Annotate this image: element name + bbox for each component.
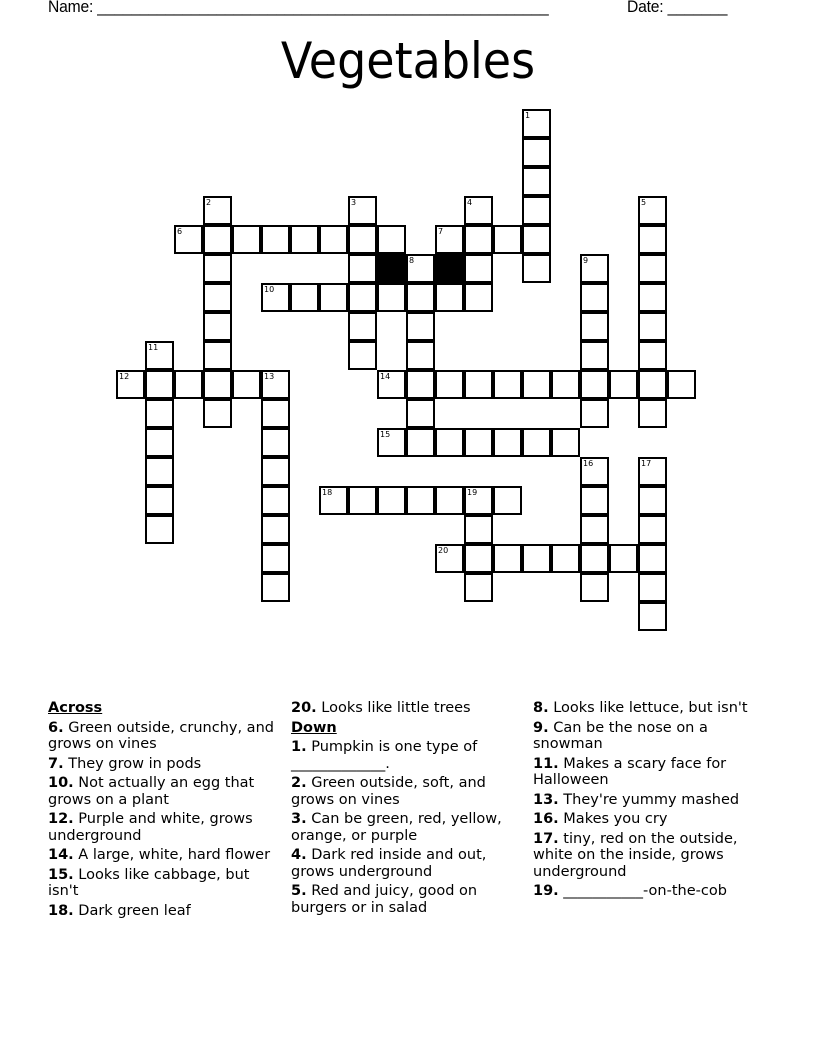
cell-number: 1 [525,111,531,120]
grid-cell[interactable] [638,196,667,225]
grid-cell[interactable] [580,254,609,283]
grid-cell[interactable] [174,370,203,399]
grid-cell[interactable] [203,312,232,341]
clue-text: Can be green, red, yellow, orange, or purple [291,811,502,844]
clue-text: They grow in pods [68,755,202,772]
clue-across-14 [48,847,283,864]
grid-cell[interactable] [638,573,667,602]
grid-cell[interactable] [522,254,551,283]
grid-cell[interactable] [464,486,493,515]
clue-text: Red and juicy, good on burgers or in salad [291,883,478,916]
grid-cell[interactable] [377,283,406,312]
cell-number: 20 [438,546,449,555]
clue-text: Pumpkin is one type of _____________. [291,739,478,772]
grid-cell[interactable] [638,254,667,283]
grid-cell[interactable] [145,428,174,457]
cell-number: 13 [264,372,275,381]
grid-cell[interactable] [290,225,319,254]
grid-cell[interactable] [638,486,667,515]
grid-cell[interactable] [580,312,609,341]
grid-cell[interactable] [435,370,464,399]
clue-number: 14. [48,847,74,863]
grid-cell[interactable] [522,109,551,138]
grid-cell[interactable] [348,196,377,225]
grid-cell[interactable] [377,370,406,399]
grid-cell[interactable] [464,573,493,602]
clue-down-3 [291,811,526,844]
clue-column-2 [291,700,526,919]
grid-cell[interactable] [522,167,551,196]
cell-number: 3 [351,198,357,207]
grid-cell[interactable] [116,370,145,399]
clue-number: 6. [48,719,64,736]
down-heading: Down [291,719,337,736]
grid-cell[interactable] [638,312,667,341]
clue-across-10 [48,775,283,808]
grid-cell[interactable] [464,196,493,225]
grid-cell[interactable] [319,225,348,254]
across-heading: Across [48,700,103,716]
grid-cell[interactable] [580,283,609,312]
clue-number: 8. [533,700,549,716]
grid-cell[interactable] [522,196,551,225]
grid-cell[interactable] [580,486,609,515]
clue-text: Makes a scary face for Halloween [533,755,727,788]
clue-across-6 [48,720,283,753]
grid-cell[interactable] [348,341,377,370]
cell-number: 18 [322,488,333,497]
cell-number: 14 [380,372,391,381]
grid-cell[interactable] [377,428,406,457]
grid-cell[interactable] [667,370,696,399]
grid-cell[interactable] [145,515,174,544]
cell-number: 17 [641,459,652,468]
page-title: Vegetables [280,32,536,90]
cell-number: 12 [119,372,130,381]
grid-cell[interactable] [348,283,377,312]
grid-cell[interactable] [232,225,261,254]
grid-cell[interactable] [580,341,609,370]
grid-cell[interactable] [261,486,290,515]
clue-text: A large, white, hard flower [78,847,271,863]
clue-text: Not actually an egg that grows on a plant [48,775,255,808]
clue-text: Can be the nose on a snowman [533,719,708,752]
cell-number: 4 [467,198,473,207]
grid-cell[interactable] [406,486,435,515]
clue-number: 9. [533,719,549,736]
clue-number: 5. [291,883,307,899]
clue-number: 15. [48,866,74,883]
grid-cell[interactable] [406,341,435,370]
grid-cell[interactable] [493,544,522,573]
grid-cell[interactable] [261,515,290,544]
cell-number: 10 [264,285,275,294]
grid-cell[interactable] [261,457,290,486]
grid-cell[interactable] [464,370,493,399]
grid-cell[interactable] [435,225,464,254]
grid-cell[interactable] [522,370,551,399]
grid-cell[interactable] [348,254,377,283]
clue-number: 4. [291,847,307,863]
grid-cell[interactable] [464,428,493,457]
cell-number: 11 [148,343,159,352]
black-cell [435,254,464,283]
clue-text: Dark green leaf [78,902,191,919]
grid-cell[interactable] [145,399,174,428]
grid-cell[interactable] [522,428,551,457]
cell-number: 9 [583,256,589,265]
grid-cell[interactable] [522,225,551,254]
grid-cell[interactable] [348,486,377,515]
grid-cell[interactable] [580,457,609,486]
grid-cell[interactable] [377,225,406,254]
grid-cell[interactable] [261,399,290,428]
clue-number: 3. [291,811,307,827]
clue-down-1 [291,739,526,772]
cell-number: 6 [177,227,183,236]
grid-cell[interactable] [406,254,435,283]
clue-number: 17. [533,830,559,847]
clue-down-19 [533,883,768,900]
grid-cell[interactable] [145,457,174,486]
grid-cell[interactable] [493,428,522,457]
grid-cell[interactable] [203,254,232,283]
clue-number: 20. [291,700,317,716]
clue-text: Green outside, soft, and grows on vines [291,775,486,808]
grid-cell[interactable] [638,399,667,428]
cell-number: 19 [467,488,478,497]
grid-cell[interactable] [464,544,493,573]
grid-cell[interactable] [551,544,580,573]
clue-text: Looks like little trees [321,700,471,716]
grid-cell[interactable] [638,341,667,370]
clue-down-8 [533,700,768,717]
grid-cell[interactable] [203,370,232,399]
cell-number: 7 [438,227,444,236]
clue-text: Green outside, crunchy, and grows on vines [48,719,274,752]
clue-column-1 [48,700,283,922]
clue-text: They're yummy mashed [563,791,740,808]
grid-cell[interactable] [493,486,522,515]
black-cell [377,254,406,283]
clue-number: 10. [48,775,74,791]
grid-cell[interactable] [203,196,232,225]
cell-number: 8 [409,256,415,265]
grid-cell[interactable] [638,370,667,399]
clue-text: Purple and white, grows underground [48,811,253,844]
grid-cell[interactable] [232,370,261,399]
grid-cell[interactable] [522,544,551,573]
grid-cell[interactable] [319,486,348,515]
grid-cell[interactable] [609,370,638,399]
grid-cell[interactable] [435,486,464,515]
cell-number: 2 [206,198,212,207]
grid-cell[interactable] [464,283,493,312]
grid-cell[interactable] [406,428,435,457]
grid-cell[interactable] [464,515,493,544]
grid-cell[interactable] [145,341,174,370]
grid-cell[interactable] [638,283,667,312]
grid-cell[interactable] [493,225,522,254]
grid-cell[interactable] [406,283,435,312]
grid-cell[interactable] [435,544,464,573]
clue-down-4 [291,847,526,880]
clue-number: 7. [48,755,64,772]
clue-number: 18. [48,902,74,919]
grid-cell[interactable] [145,370,174,399]
grid-cell[interactable] [261,573,290,602]
clue-text: Looks like cabbage, but isn't [48,866,250,899]
cell-number: 5 [641,198,647,207]
grid-cell[interactable] [580,515,609,544]
clue-number: 11. [533,755,559,772]
grid-cell[interactable] [261,428,290,457]
clue-number: 12. [48,811,74,827]
grid-cell[interactable] [435,428,464,457]
grid-cell[interactable] [377,486,406,515]
grid-cell[interactable] [493,370,522,399]
grid-cell[interactable] [638,225,667,254]
grid-cell[interactable] [261,283,290,312]
clue-text: tiny, red on the outside, white on the inside, grows underground [533,830,738,880]
clue-text: Looks like lettuce, but isn't [553,700,748,716]
clue-down-16 [533,811,768,828]
grid-cell[interactable] [203,225,232,254]
clue-number: 1. [291,739,307,755]
grid-cell[interactable] [203,283,232,312]
clue-across-15 [48,867,283,900]
grid-cell[interactable] [261,225,290,254]
clue-text: Dark red inside and out, grows underground [291,847,487,880]
clue-down-5 [291,883,526,916]
grid-cell[interactable] [406,370,435,399]
grid-cell[interactable] [638,602,667,631]
clue-number: 16. [533,811,559,827]
clue-number: 2. [291,775,307,791]
grid-cell[interactable] [435,283,464,312]
grid-cell[interactable] [464,254,493,283]
clue-text: Makes you cry [563,811,668,827]
grid-cell[interactable] [638,544,667,573]
grid-cell[interactable] [464,225,493,254]
clue-down-11 [533,756,768,789]
name-field[interactable]: Name: _____________________________________________________ [48,0,549,16]
grid-cell[interactable] [406,399,435,428]
date-field[interactable]: Date: _______ [627,0,728,16]
grid-cell[interactable] [174,225,203,254]
grid-cell[interactable] [348,312,377,341]
cell-number: 15 [380,430,391,439]
clue-number: 19. [533,883,559,899]
clue-down-13 [533,792,768,809]
clue-down-17 [533,831,768,881]
cell-number: 16 [583,459,594,468]
grid-cell[interactable] [580,544,609,573]
grid-cell[interactable] [203,399,232,428]
grid-cell[interactable] [638,457,667,486]
grid-cell[interactable] [638,515,667,544]
clue-column-3 [533,700,768,903]
grid-cell[interactable] [261,370,290,399]
grid-cell[interactable] [348,225,377,254]
grid-cell[interactable] [580,573,609,602]
grid-cell[interactable] [609,544,638,573]
clue-across-12 [48,811,283,844]
grid-cell[interactable] [319,283,348,312]
grid-cell[interactable] [145,486,174,515]
grid-cell[interactable] [522,138,551,167]
clue-across-18 [48,903,283,920]
grid-cell[interactable] [551,428,580,457]
clue-across-7 [48,756,283,773]
grid-cell[interactable] [580,399,609,428]
grid-cell[interactable] [551,370,580,399]
clue-down-2 [291,775,526,808]
clue-number: 13. [533,791,559,808]
clue-across-20 [291,700,526,717]
clue-text: ___________-on-the-cob [563,883,727,899]
clue-down-9 [533,720,768,753]
grid-cell[interactable] [203,341,232,370]
grid-cell[interactable] [580,370,609,399]
grid-cell[interactable] [406,312,435,341]
grid-cell[interactable] [261,544,290,573]
grid-cell[interactable] [290,283,319,312]
